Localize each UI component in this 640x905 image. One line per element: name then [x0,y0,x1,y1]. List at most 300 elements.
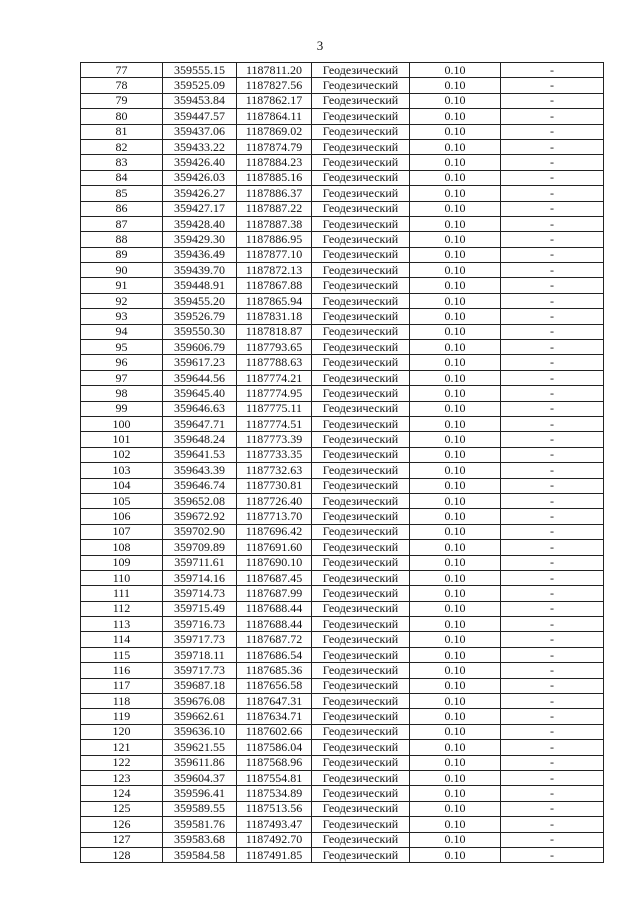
y-coordinate-cell: 1187513.56 [237,801,312,816]
method-cell: Геодезический [312,540,410,555]
table-row [81,786,604,801]
y-coordinate-cell: 1187887.38 [237,216,312,231]
description-cell: - [501,632,604,647]
description-cell: - [501,370,604,385]
accuracy-cell: 0.10 [410,447,501,462]
y-coordinate-cell: 1187885.16 [237,170,312,185]
description-cell: - [501,524,604,539]
method-cell: Геодезический [312,801,410,816]
point-number-cell: 87 [81,216,163,231]
x-coordinate-cell: 359428.40 [163,216,237,231]
point-number-cell: 126 [81,817,163,832]
x-coordinate-cell: 359447.57 [163,109,237,124]
table-row [81,755,604,770]
table-row [81,832,604,847]
table-row [81,186,604,201]
description-cell: - [501,186,604,201]
description-cell: - [501,93,604,108]
x-coordinate-cell: 359426.27 [163,186,237,201]
method-cell: Геодезический [312,401,410,416]
description-cell: - [501,478,604,493]
x-coordinate-cell: 359676.08 [163,694,237,709]
y-coordinate-cell: 1187493.47 [237,817,312,832]
accuracy-cell: 0.10 [410,463,501,478]
accuracy-cell: 0.10 [410,647,501,662]
y-coordinate-cell: 1187811.20 [237,63,312,78]
method-cell: Геодезический [312,601,410,616]
y-coordinate-cell: 1187774.51 [237,416,312,431]
accuracy-cell: 0.10 [410,340,501,355]
table-row [81,709,604,724]
description-cell: - [501,678,604,693]
accuracy-cell: 0.10 [410,740,501,755]
method-cell: Геодезический [312,478,410,493]
x-coordinate-cell: 359621.55 [163,740,237,755]
table-row [81,355,604,370]
point-number-cell: 127 [81,832,163,847]
x-coordinate-cell: 359714.73 [163,586,237,601]
y-coordinate-cell: 1187831.18 [237,309,312,324]
accuracy-cell: 0.10 [410,155,501,170]
y-coordinate-cell: 1187634.71 [237,709,312,724]
table-row [81,540,604,555]
table-row [81,139,604,154]
table-row [81,263,604,278]
x-coordinate-cell: 359714.16 [163,570,237,585]
description-cell: - [501,847,604,862]
table-row [81,524,604,539]
y-coordinate-cell: 1187696.42 [237,524,312,539]
table-row [81,663,604,678]
y-coordinate-cell: 1187691.60 [237,540,312,555]
accuracy-cell: 0.10 [410,555,501,570]
method-cell: Геодезический [312,370,410,385]
accuracy-cell: 0.10 [410,416,501,431]
point-number-cell: 93 [81,309,163,324]
point-number-cell: 105 [81,493,163,508]
point-number-cell: 115 [81,647,163,662]
table-row [81,370,604,385]
table-row [81,93,604,108]
y-coordinate-cell: 1187887.22 [237,201,312,216]
accuracy-cell: 0.10 [410,78,501,93]
point-number-cell: 88 [81,232,163,247]
x-coordinate-cell: 359439.70 [163,263,237,278]
accuracy-cell: 0.10 [410,309,501,324]
method-cell: Геодезический [312,724,410,739]
point-number-cell: 122 [81,755,163,770]
x-coordinate-cell: 359687.18 [163,678,237,693]
point-number-cell: 110 [81,570,163,585]
x-coordinate-cell: 359584.58 [163,847,237,862]
table-row [81,155,604,170]
method-cell: Геодезический [312,770,410,785]
method-cell: Геодезический [312,309,410,324]
description-cell: - [501,832,604,847]
description-cell: - [501,216,604,231]
accuracy-cell: 0.10 [410,694,501,709]
y-coordinate-cell: 1187886.37 [237,186,312,201]
table-row [81,724,604,739]
table-row [81,617,604,632]
accuracy-cell: 0.10 [410,493,501,508]
table-row [81,278,604,293]
method-cell: Геодезический [312,416,410,431]
method-cell: Геодезический [312,817,410,832]
method-cell: Геодезический [312,247,410,262]
accuracy-cell: 0.10 [410,724,501,739]
accuracy-cell: 0.10 [410,170,501,185]
point-number-cell: 112 [81,601,163,616]
method-cell: Геодезический [312,340,410,355]
method-cell: Геодезический [312,832,410,847]
y-coordinate-cell: 1187869.02 [237,124,312,139]
point-number-cell: 92 [81,293,163,308]
accuracy-cell: 0.10 [410,186,501,201]
table-row [81,247,604,262]
table-row [81,570,604,585]
method-cell: Геодезический [312,678,410,693]
accuracy-cell: 0.10 [410,63,501,78]
table-row [81,770,604,785]
method-cell: Геодезический [312,201,410,216]
y-coordinate-cell: 1187774.95 [237,386,312,401]
table-row [81,478,604,493]
x-coordinate-cell: 359525.09 [163,78,237,93]
method-cell: Геодезический [312,709,410,724]
x-coordinate-cell: 359709.89 [163,540,237,555]
description-cell: - [501,786,604,801]
x-coordinate-cell: 359644.56 [163,370,237,385]
y-coordinate-cell: 1187491.85 [237,847,312,862]
description-cell: - [501,647,604,662]
x-coordinate-cell: 359436.49 [163,247,237,262]
point-number-cell: 100 [81,416,163,431]
y-coordinate-cell: 1187874.79 [237,139,312,154]
x-coordinate-cell: 359455.20 [163,293,237,308]
accuracy-cell: 0.10 [410,632,501,647]
x-coordinate-cell: 359702.90 [163,524,237,539]
description-cell: - [501,770,604,785]
description-cell: - [501,155,604,170]
accuracy-cell: 0.10 [410,570,501,585]
x-coordinate-cell: 359717.73 [163,663,237,678]
y-coordinate-cell: 1187773.39 [237,432,312,447]
method-cell: Геодезический [312,263,410,278]
accuracy-cell: 0.10 [410,755,501,770]
method-cell: Геодезический [312,232,410,247]
point-number-cell: 84 [81,170,163,185]
point-number-cell: 104 [81,478,163,493]
point-number-cell: 123 [81,770,163,785]
x-coordinate-cell: 359645.40 [163,386,237,401]
table-row [81,293,604,308]
description-cell: - [501,416,604,431]
x-coordinate-cell: 359611.86 [163,755,237,770]
table-row [81,601,604,616]
description-cell: - [501,201,604,216]
x-coordinate-cell: 359636.10 [163,724,237,739]
x-coordinate-cell: 359652.08 [163,493,237,508]
description-cell: - [501,663,604,678]
x-coordinate-cell: 359589.55 [163,801,237,816]
point-number-cell: 106 [81,509,163,524]
accuracy-cell: 0.10 [410,832,501,847]
y-coordinate-cell: 1187554.81 [237,770,312,785]
y-coordinate-cell: 1187713.70 [237,509,312,524]
x-coordinate-cell: 359429.30 [163,232,237,247]
method-cell: Геодезический [312,293,410,308]
y-coordinate-cell: 1187647.31 [237,694,312,709]
point-number-cell: 120 [81,724,163,739]
point-number-cell: 97 [81,370,163,385]
table-row [81,463,604,478]
point-number-cell: 78 [81,78,163,93]
method-cell: Геодезический [312,324,410,339]
y-coordinate-cell: 1187686.54 [237,647,312,662]
point-number-cell: 90 [81,263,163,278]
accuracy-cell: 0.10 [410,509,501,524]
accuracy-cell: 0.10 [410,93,501,108]
x-coordinate-cell: 359717.73 [163,632,237,647]
point-number-cell: 117 [81,678,163,693]
table-row [81,170,604,185]
x-coordinate-cell: 359426.40 [163,155,237,170]
method-cell: Геодезический [312,447,410,462]
accuracy-cell: 0.10 [410,770,501,785]
description-cell: - [501,601,604,616]
method-cell: Геодезический [312,617,410,632]
accuracy-cell: 0.10 [410,109,501,124]
point-number-cell: 81 [81,124,163,139]
table-row [81,586,604,601]
accuracy-cell: 0.10 [410,401,501,416]
y-coordinate-cell: 1187788.63 [237,355,312,370]
y-coordinate-cell: 1187872.13 [237,263,312,278]
x-coordinate-cell: 359427.17 [163,201,237,216]
page-number: 3 [316,38,324,53]
accuracy-cell: 0.10 [410,678,501,693]
description-cell: - [501,386,604,401]
method-cell: Геодезический [312,786,410,801]
method-cell: Геодезический [312,170,410,185]
description-cell: - [501,263,604,278]
method-cell: Геодезический [312,78,410,93]
x-coordinate-cell: 359648.24 [163,432,237,447]
y-coordinate-cell: 1187818.87 [237,324,312,339]
description-cell: - [501,401,604,416]
method-cell: Геодезический [312,509,410,524]
description-cell: - [501,124,604,139]
accuracy-cell: 0.10 [410,139,501,154]
description-cell: - [501,493,604,508]
table-row [81,216,604,231]
point-number-cell: 111 [81,586,163,601]
y-coordinate-cell: 1187775.11 [237,401,312,416]
y-coordinate-cell: 1187884.23 [237,155,312,170]
method-cell: Геодезический [312,493,410,508]
y-coordinate-cell: 1187733.35 [237,447,312,462]
table-row [81,232,604,247]
description-cell: - [501,170,604,185]
x-coordinate-cell: 359596.41 [163,786,237,801]
point-number-cell: 86 [81,201,163,216]
table-row [81,401,604,416]
method-cell: Геодезический [312,155,410,170]
point-number-cell: 99 [81,401,163,416]
point-number-cell: 114 [81,632,163,647]
y-coordinate-cell: 1187687.72 [237,632,312,647]
point-number-cell: 85 [81,186,163,201]
x-coordinate-cell: 359437.06 [163,124,237,139]
method-cell: Геодезический [312,216,410,231]
point-number-cell: 124 [81,786,163,801]
y-coordinate-cell: 1187586.04 [237,740,312,755]
y-coordinate-cell: 1187732.63 [237,463,312,478]
accuracy-cell: 0.10 [410,817,501,832]
x-coordinate-cell: 359617.23 [163,355,237,370]
description-cell: - [501,570,604,585]
method-cell: Геодезический [312,463,410,478]
description-cell: - [501,617,604,632]
description-cell: - [501,694,604,709]
table-row [81,432,604,447]
accuracy-cell: 0.10 [410,586,501,601]
point-number-cell: 77 [81,63,163,78]
point-number-cell: 109 [81,555,163,570]
description-cell: - [501,232,604,247]
y-coordinate-cell: 1187568.96 [237,755,312,770]
description-cell: - [501,324,604,339]
point-number-cell: 113 [81,617,163,632]
point-number-cell: 121 [81,740,163,755]
point-number-cell: 119 [81,709,163,724]
description-cell: - [501,78,604,93]
table-row [81,416,604,431]
x-coordinate-cell: 359433.22 [163,139,237,154]
description-cell: - [501,432,604,447]
description-cell: - [501,355,604,370]
y-coordinate-cell: 1187602.66 [237,724,312,739]
method-cell: Геодезический [312,93,410,108]
y-coordinate-cell: 1187656.58 [237,678,312,693]
point-number-cell: 95 [81,340,163,355]
method-cell: Геодезический [312,694,410,709]
accuracy-cell: 0.10 [410,278,501,293]
table-row [81,201,604,216]
point-number-cell: 89 [81,247,163,262]
y-coordinate-cell: 1187492.70 [237,832,312,847]
method-cell: Геодезический [312,570,410,585]
table-row [81,740,604,755]
x-coordinate-cell: 359453.84 [163,93,237,108]
x-coordinate-cell: 359448.91 [163,278,237,293]
description-cell: - [501,293,604,308]
description-cell: - [501,139,604,154]
accuracy-cell: 0.10 [410,478,501,493]
description-cell: - [501,724,604,739]
method-cell: Геодезический [312,663,410,678]
coordinates-table [80,62,604,863]
y-coordinate-cell: 1187730.81 [237,478,312,493]
table-row [81,817,604,832]
method-cell: Геодезический [312,555,410,570]
x-coordinate-cell: 359646.63 [163,401,237,416]
table-row [81,509,604,524]
table-row [81,340,604,355]
description-cell: - [501,463,604,478]
point-number-cell: 102 [81,447,163,462]
y-coordinate-cell: 1187867.88 [237,278,312,293]
x-coordinate-cell: 359662.61 [163,709,237,724]
x-coordinate-cell: 359646.74 [163,478,237,493]
point-number-cell: 118 [81,694,163,709]
accuracy-cell: 0.10 [410,232,501,247]
y-coordinate-cell: 1187827.56 [237,78,312,93]
point-number-cell: 94 [81,324,163,339]
point-number-cell: 83 [81,155,163,170]
description-cell: - [501,801,604,816]
table-row [81,109,604,124]
accuracy-cell: 0.10 [410,601,501,616]
accuracy-cell: 0.10 [410,663,501,678]
method-cell: Геодезический [312,109,410,124]
point-number-cell: 96 [81,355,163,370]
method-cell: Геодезический [312,586,410,601]
method-cell: Геодезический [312,63,410,78]
table-row [81,63,604,78]
accuracy-cell: 0.10 [410,432,501,447]
y-coordinate-cell: 1187687.45 [237,570,312,585]
y-coordinate-cell: 1187877.10 [237,247,312,262]
y-coordinate-cell: 1187688.44 [237,601,312,616]
x-coordinate-cell: 359672.92 [163,509,237,524]
description-cell: - [501,340,604,355]
point-number-cell: 101 [81,432,163,447]
accuracy-cell: 0.10 [410,786,501,801]
description-cell: - [501,447,604,462]
accuracy-cell: 0.10 [410,386,501,401]
description-cell: - [501,586,604,601]
description-cell: - [501,540,604,555]
accuracy-cell: 0.10 [410,324,501,339]
method-cell: Геодезический [312,355,410,370]
table-row [81,309,604,324]
y-coordinate-cell: 1187687.99 [237,586,312,601]
y-coordinate-cell: 1187862.17 [237,93,312,108]
method-cell: Геодезический [312,632,410,647]
method-cell: Геодезический [312,647,410,662]
table-row [81,678,604,693]
x-coordinate-cell: 359606.79 [163,340,237,355]
x-coordinate-cell: 359426.03 [163,170,237,185]
accuracy-cell: 0.10 [410,801,501,816]
accuracy-cell: 0.10 [410,201,501,216]
method-cell: Геодезический [312,124,410,139]
y-coordinate-cell: 1187793.65 [237,340,312,355]
table-row [81,555,604,570]
accuracy-cell: 0.10 [410,370,501,385]
method-cell: Геодезический [312,740,410,755]
table-body [81,63,604,863]
accuracy-cell: 0.10 [410,847,501,862]
accuracy-cell: 0.10 [410,524,501,539]
point-number-cell: 108 [81,540,163,555]
table-row [81,801,604,816]
description-cell: - [501,247,604,262]
accuracy-cell: 0.10 [410,293,501,308]
accuracy-cell: 0.10 [410,355,501,370]
